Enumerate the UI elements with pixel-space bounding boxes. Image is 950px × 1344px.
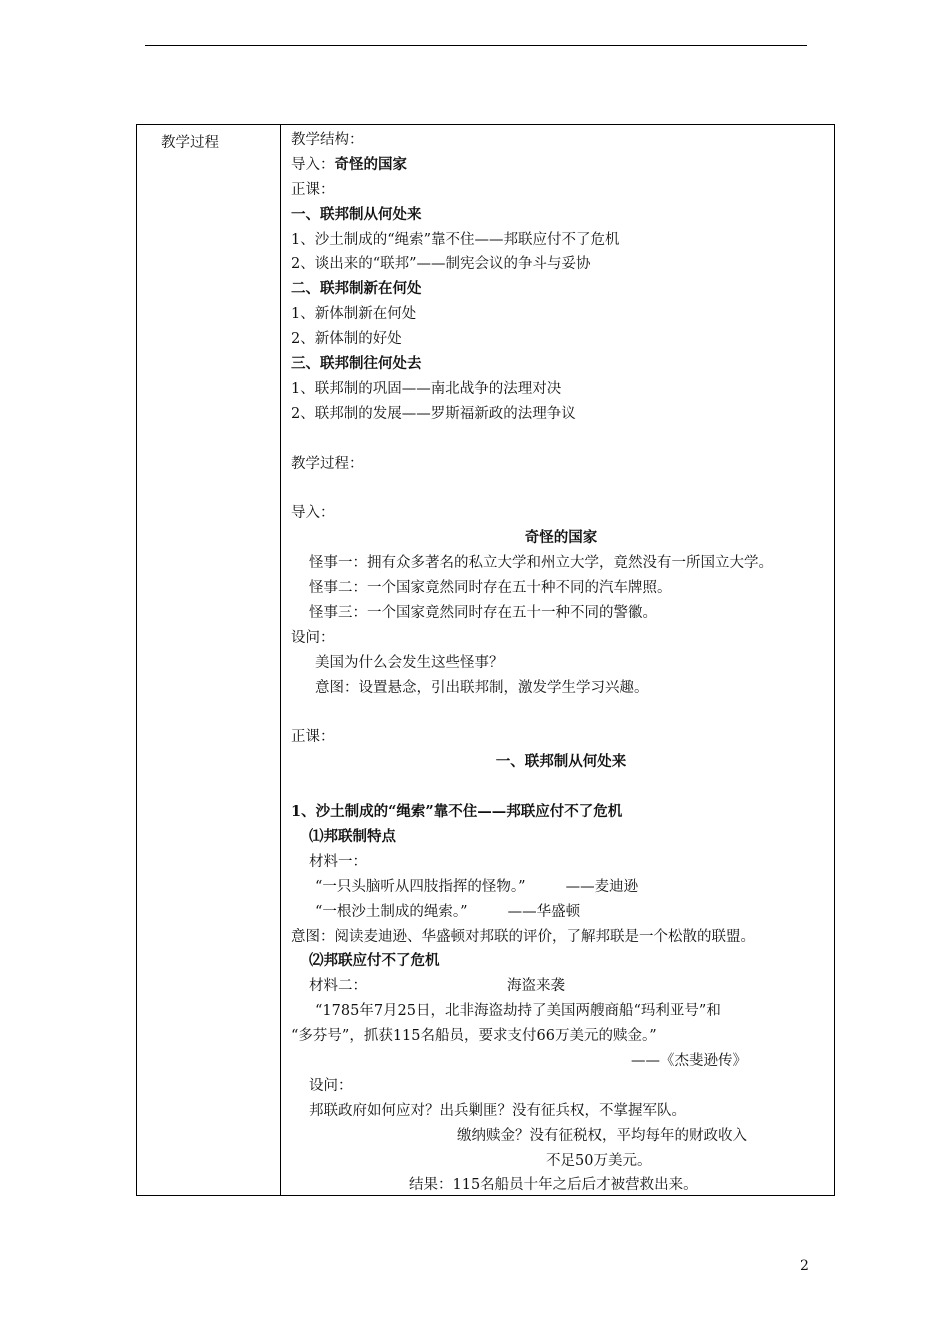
- content-line: ——《杰斐逊传》: [631, 1052, 747, 1069]
- content-line: 设问：: [291, 629, 335, 646]
- content-line: 缴纳赎金？没有征税权，平均每年的财政收入: [457, 1127, 747, 1144]
- content-line: 2、联邦制的发展——罗斯福新政的法理争议: [291, 405, 576, 422]
- content-line: 奇怪的国家: [524, 529, 598, 547]
- content-line: [291, 875, 831, 900]
- quote-text: “一只头脑听从四肢指挥的怪物。”: [315, 878, 526, 895]
- content-line: [291, 775, 831, 800]
- content-line: 教学结构：: [291, 132, 364, 148]
- page-number: 2: [800, 1258, 809, 1274]
- quote-source: ——麦迪逊: [565, 878, 639, 895]
- header-rule: [145, 45, 807, 46]
- line-text: 导入：: [291, 156, 335, 173]
- quote-text: “一根沙土制成的绳索。”: [315, 903, 468, 920]
- content-line: 材料一：: [309, 853, 367, 870]
- material-label: 材料二：: [309, 978, 367, 995]
- content-line: 导入：: [291, 505, 335, 522]
- content-line: 设问：: [309, 1077, 353, 1094]
- content-line: 结果：115名船员十年之后后才被营救出来。: [409, 1177, 698, 1194]
- content-line: [291, 700, 831, 725]
- content-line: 怪事一：拥有众多著名的私立大学和州立大学，竟然没有一所国立大学。: [309, 555, 773, 572]
- content-line: “1785年7月25日，北非海盗劫持了美国两艘商船“玛利亚号”和: [315, 1003, 721, 1020]
- content-line: 怪事三：一个国家竟然同时存在五十一种不同的警徽。: [309, 604, 657, 621]
- content-line: 2、新体制的好处: [291, 331, 402, 348]
- content-line: 正课：: [291, 181, 335, 198]
- content-line: 意图：设置悬念，引出联邦制，激发学生学习兴趣。: [315, 679, 649, 696]
- column-divider: [280, 125, 281, 1195]
- line-bold-text: 奇怪的国家: [334, 155, 407, 173]
- content-line: “多芬号”，抓获115名船员，要求支付66万美元的赎金。”: [291, 1028, 657, 1045]
- lesson-table: [136, 124, 835, 1196]
- quote-source: ——华盛顿: [507, 903, 581, 920]
- content-line: 怪事二：一个国家竟然同时存在五十种不同的汽车牌照。: [309, 580, 672, 597]
- content-line: 1、新体制新在何处: [291, 306, 417, 323]
- content-line: 正课：: [291, 729, 335, 746]
- content-line: [291, 900, 831, 925]
- content-line: ⑴邦联制特点: [309, 827, 396, 845]
- content-line: 意图：阅读麦迪逊、华盛顿对邦联的评价，了解邦联是一个松散的联盟。: [291, 928, 755, 945]
- material-title: 海盗来袭: [507, 978, 565, 995]
- content-line: 二、联邦制新在何处: [291, 280, 422, 298]
- content-line: [291, 974, 831, 999]
- content-line: 1、联邦制的巩固——南北战争的法理对决: [291, 380, 562, 397]
- content-line: 三、联邦制往何处去: [291, 355, 422, 373]
- lesson-content: [291, 128, 831, 1198]
- content-line: 一、联邦制从何处来: [495, 753, 627, 771]
- content-line: 2、谈出来的“联邦”——制宪会议的争斗与妥协: [291, 256, 591, 273]
- content-line: 美国为什么会发生这些怪事？: [315, 654, 504, 671]
- content-line: 邦联政府如何应对？出兵剿匪？没有征兵权，不掌握军队。: [309, 1102, 686, 1119]
- content-line: 1、沙土制成的“绳索”靠不住——邦联应付不了危机: [291, 231, 620, 248]
- content-line: 1、沙土制成的“绳索”靠不住——邦联应付不了危机: [291, 803, 623, 821]
- row-label: 教学过程: [161, 135, 219, 151]
- content-line: 一、联邦制从何处来: [291, 205, 422, 223]
- content-line: 教学过程：: [291, 455, 364, 472]
- content-line: 不足50万美元。: [546, 1152, 652, 1169]
- content-line: [291, 153, 831, 178]
- content-line: ⑵邦联应付不了危机: [309, 952, 440, 970]
- content-line: [291, 476, 831, 501]
- content-line: [291, 427, 831, 452]
